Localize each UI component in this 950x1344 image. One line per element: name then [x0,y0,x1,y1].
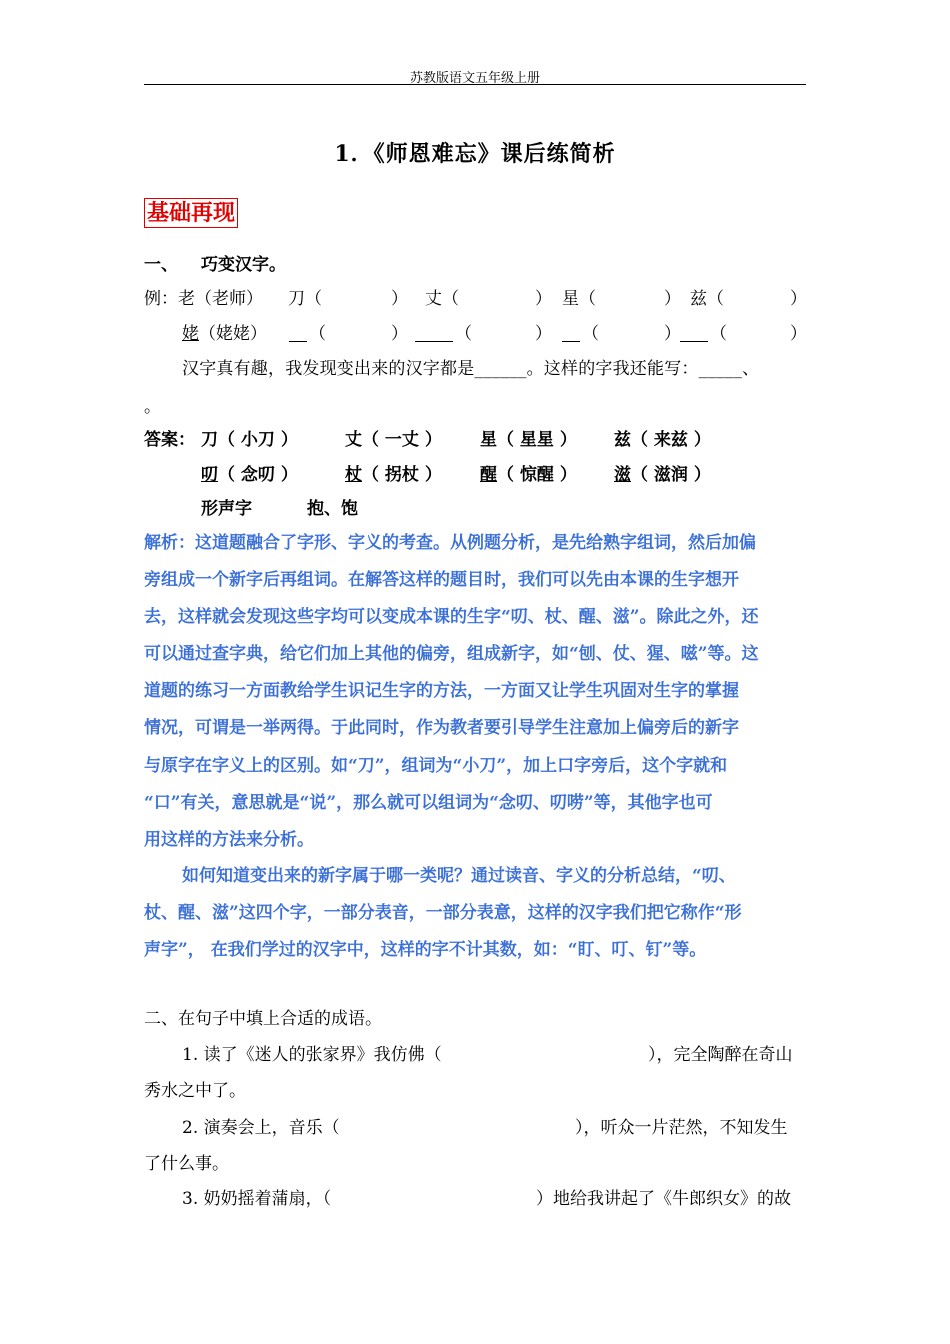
q2-heading: 二、在句子中填上合适的成语。 [144,1009,382,1029]
analysis-line: 旁组成一个新字后再组词。在解答这样的题目时，我们可以先由本课的生字想开 [144,570,739,590]
analysis-line: 可以通过查字典，给它们加上其他的偏旁，组成新字，如“刨、仗、猩、嗞”等。这 [144,644,759,664]
q1-blank-2[interactable] [415,325,453,342]
q2-item-3-b: ）地给我讲起了《牛郎织女》的故 [536,1189,791,1209]
q1-open: （ [582,324,599,344]
header-rule [144,84,806,85]
analysis-line: 声字”， 在我们学过的汉字中，这样的字不计其数，如：“盯、叮、钉”等。 [144,940,707,960]
page-header: 苏教版语文五年级上册 [409,71,540,86]
answer-item: 杖（ 拐杖 ） [345,465,442,485]
q1-close: ） [790,324,807,344]
analysis-line: 如何知道变出来的新字属于哪一类呢？通过读音、字义的分析总结，“叨、 [182,866,736,886]
q1-item-xing: 星（ [562,289,596,309]
analysis-line: 杖、醒、滋”这四个字，一部分表音，一部分表意，这样的汉字我们把它称作“形 [144,903,742,923]
analysis-line: 去，这样就会发现这些字均可以变成本课的生字“叨、杖、醒、滋”。除此之外，还 [144,607,759,627]
answer-extra: 抱、饱 [307,499,358,519]
q1-item-zhang: 丈（ [425,289,459,309]
analysis-line: 情况，可谓是一举两得。于此同时，作为教者要引导学生注意加上偏旁后的新字 [144,718,739,738]
q2-item-1-a: 1. 读了《迷人的张家界》我仿佛（ [182,1045,442,1065]
q1-close: ） [391,289,408,309]
q1-close: ） [664,324,681,344]
answer-item: 丈（ 一丈 ） [345,430,442,450]
q2-item-1-cont: 秀水之中了。 [144,1081,246,1101]
q1-close: ） [535,324,552,344]
answer-item: 叨（ 念叨 ） [201,465,298,485]
q2-item-2-a: 2. 演奏会上，音乐（ [182,1118,340,1138]
q1-item-dao: 刀（ [288,289,322,309]
q1-number: 一、 [144,255,178,275]
q1-close: ） [790,289,807,309]
q1-open: （ [455,324,472,344]
answer-item: 兹（ 来兹 ） [614,430,711,450]
answer-item: 星（ 星星 ） [480,430,577,450]
q1-open: （ [710,324,727,344]
q2-item-1-b: ），完全陶醉在奇山 [648,1045,793,1065]
page-title: 1．《师恩难忘》课后练简析 [334,141,616,167]
q1-prompt-end: 。 [144,397,161,417]
q1-heading: 巧变汉字。 [201,255,286,275]
q1-blank-4[interactable] [680,325,708,342]
q1-close: ） [391,324,408,344]
answer-type: 形声字 [201,499,252,519]
q1-example-2-char: 姥 [182,324,199,344]
answer-item: 刀（ 小刀 ） [201,430,298,450]
q1-example-1: 例：老（老师） [144,289,263,309]
section-label-basics: 基础再现 [144,198,238,228]
q1-open: （ [309,324,326,344]
q1-blank-3[interactable] [562,325,580,342]
analysis-line: “口”有关，意思就是“说”，那么就可以组词为“念叨、叨唠”等，其他字也可 [144,793,713,813]
analysis-line: 解析：这道题融合了字形、字义的考查。从例题分析，是先给熟字组词，然后加偏 [144,533,756,553]
q1-close: ） [535,289,552,309]
analysis-line: 道题的练习一方面教给学生识记生字的方法，一方面又让学生巩固对生字的掌握 [144,681,739,701]
q2-item-2-b: ），听众一片茫然，不知发生 [575,1118,788,1138]
q1-example-2: 姥（姥姥） [182,324,267,344]
q2-item-2-cont: 了什么事。 [144,1154,229,1174]
answer-item: 滋（ 滋润 ） [614,465,711,485]
analysis-line: 与原字在字义上的区别。如“刀”，组词为“小刀”，加上口字旁后，这个字就和 [144,756,728,776]
q1-prompt: 汉字真有趣，我发现变出来的汉字都是______。这样的字我还能写：_____、 [182,359,760,379]
answer-item: 醒（ 惊醒 ） [480,465,577,485]
q2-item-3-a: 3. 奶奶摇着蒲扇，（ [182,1189,332,1209]
q1-close: ） [664,289,681,309]
analysis-line: 用这样的方法来分析。 [144,830,314,850]
q1-item-zi: 兹（ [690,289,724,309]
q1-blank-1[interactable] [289,325,307,342]
answer-label: 答案： [144,430,195,450]
